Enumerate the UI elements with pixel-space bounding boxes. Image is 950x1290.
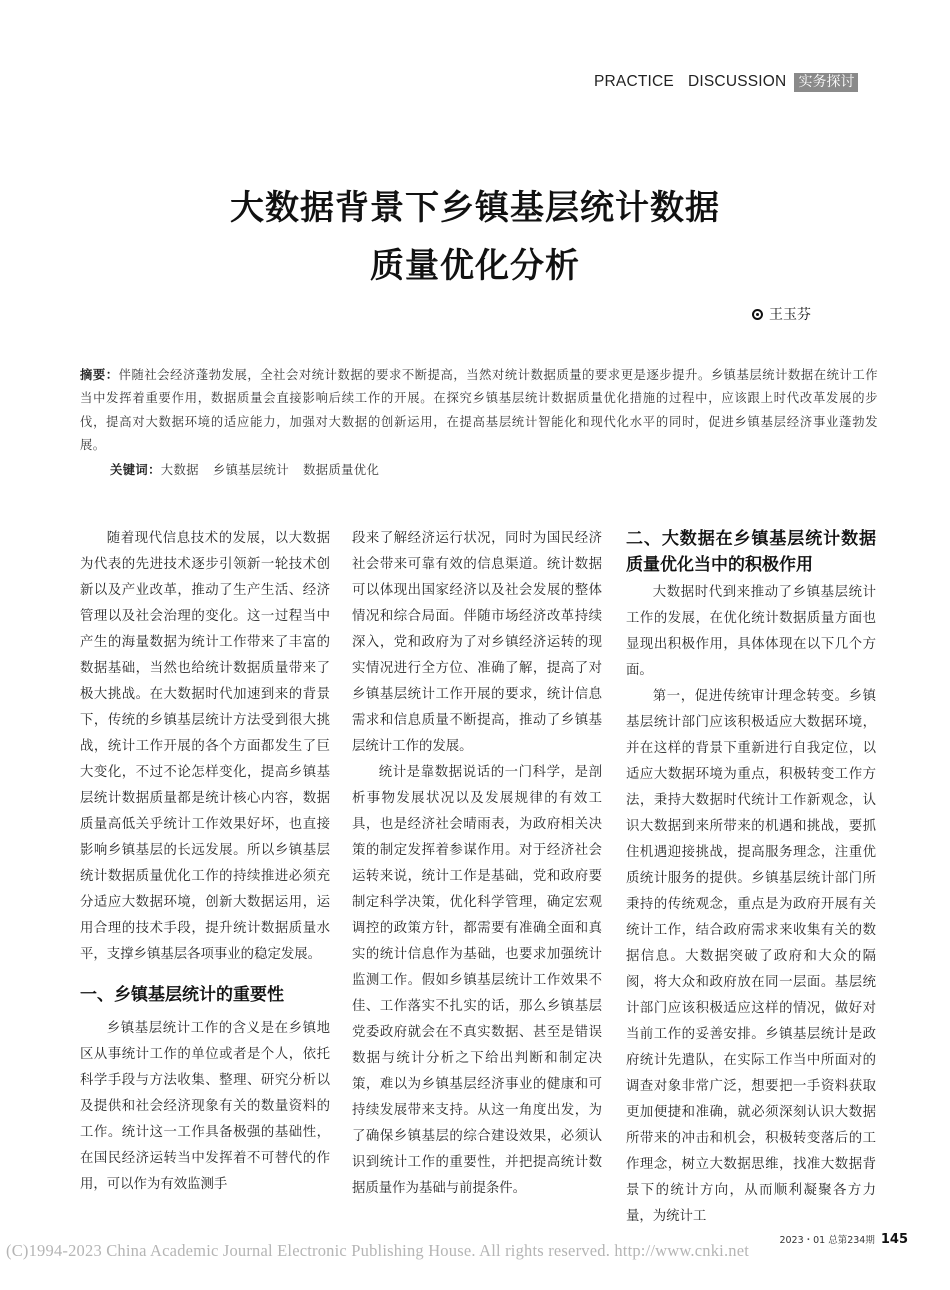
running-header — [594, 72, 880, 92]
paragraph: 大数据时代到来推动了乡镇基层统计工作的发展，在优化统计数据质量方面也显现出积极作用，具体体现在以下几个方面。 — [626, 585, 876, 678]
author-name: 王玉芬 — [769, 307, 811, 323]
body-column-3 — [626, 526, 876, 1230]
article-title-line2: 质量优化分析 — [370, 246, 580, 286]
abstract-label: 摘要： — [80, 368, 119, 382]
page-number: 145 — [880, 1232, 908, 1247]
header-word-discussion: DISCUSSION — [687, 73, 787, 90]
abstract — [80, 364, 878, 457]
running-header-english — [594, 73, 786, 91]
copyright-watermark: (C)1994-2023 China Academic Journal Electronic Publishing House. All rights reserved. http://www.cnki.net — [6, 1241, 750, 1260]
paragraph: 第一，促进传统审计理念转变。乡镇基层统计部门应该积极适应大数据环境，并在这样的背景下重新进行自我定位，以适应大数据环境为重点，积极转变工作方法，秉持大数据时代统计工作新观念，认识大数据到来所带来的机遇和挑战，要抓住机遇迎接挑战，提高服务理念，注重优质统计服务的提供。乡镇基层统计部门所秉持的传统观念，重点是为政府开展有关统计工作，结合政府需求来收集有关的数据信息。大数据突破了政府和大众的隔阂，将大众和政府放在同一层面。基层统计部门应该积极适应这样的情况，做好对当前工作的妥善安排。乡镇基层统计是政府统计先遣队，在实际工作当中所面对的调查对象非常广泛，想要把一手资料获取更加便捷和准确，就必须深刻认识大数据所带来的冲击和机会，积极转变落后的工作理念，树立大数据思维，找准大数据背景下的统计方向，从而顺利凝聚各方力量，为统计工 — [626, 689, 876, 1224]
body-column-2 — [352, 526, 602, 1202]
paragraph: 乡镇基层统计工作的含义是在乡镇地区从事统计工作的单位或者是个人，依托科学手段与方法收集、整理、研究分析以及提供和社会经济现象有关的数量资料的工作。统计这一工作具备极强的基础性，在国民经济运转当中发挥着不可替代的作用，可以作为有效监测手 — [80, 1021, 330, 1192]
keyword: 乡镇基层统计 — [212, 463, 290, 477]
author-line — [752, 304, 811, 324]
header-word-practice: PRACTICE — [594, 73, 674, 90]
paragraph: 随着现代信息技术的发展，以大数据为代表的先进技术逐步引领新一轮技术创新以及产业改革，推动了生产生活、经济管理以及社会治理的变化。这一过程当中产生的海量数据为统计工作带来了丰富的数据基础，当然也给统计数据质量带来了极大挑战。在大数据时代加速到来的背景下，传统的乡镇基层统计方法受到很大挑战，统计工作开展的各个方面都发生了巨大变化，不过不论怎样变化，提高乡镇基层统计数据质量都是统计核心内容，数据质量高低关乎统计工作效果好坏，也直接影响乡镇基层的长远发展。所以乡镇基层统计数据质量优化工作的持续推进必须充分适应大数据环境，创新大数据运用，运用合理的技术手段，提升统计数据质量水平，支撑乡镇基层各项事业的稳定发展。 — [80, 531, 330, 962]
issue-info: 2023・01 总第234期 — [779, 1235, 875, 1246]
body-column-1 — [80, 526, 330, 1198]
page-footer — [779, 1232, 908, 1247]
keywords-label: 关键词： — [110, 463, 161, 477]
paragraph: 段来了解经济运行状况，同时为国民经济社会带来可靠有效的信息渠道。统计数据可以体现出国家经济以及社会发展的整体情况和综合局面。伴随市场经济改革持续深入，党和政府为了对乡镇经济运转的现实情况进行全方位、准确了解，提高了对乡镇基层统计工作开展的要求，统计信息需求和信息质量不断提高，推动了乡镇基层统计工作的发展。 — [352, 531, 602, 754]
author-bullet-icon — [752, 309, 763, 320]
keywords — [110, 460, 379, 478]
section-heading-1: 一、乡镇基层统计的重要性 — [80, 985, 284, 1005]
keyword: 大数据 — [160, 463, 199, 477]
abstract-text: 伴随社会经济蓬勃发展，全社会对统计数据的要求不断提高，当然对统计数据质量的要求更是逐步提升。乡镇基层统计数据在统计工作当中发挥着重要作用，数据质量会直接影响后续工作的开展。在探究乡镇基层统计数据质量优化措施的过程中，应该跟上时代改革发展的步伐，提高对大数据环境的适应能力，加强对大数据的创新运用，在提高基层统计智能化和现代化水平的同时，促进乡镇基层经济事业蓬勃发展。 — [80, 368, 878, 452]
keyword: 数据质量优化 — [303, 463, 380, 477]
section-tag: 实务探讨 — [794, 73, 858, 92]
article-title-line1: 大数据背景下乡镇基层统计数据 — [230, 188, 720, 228]
paragraph: 统计是靠数据说话的一门科学，是剖析事物发展状况以及发展规律的有效工具，也是经济社会晴雨表，为政府相关决策的制定发挥着参谋作用。对于经济社会运转来说，统计工作是基础，党和政府要制定科学决策，优化科学管理，确定宏观调控的政策方针，都需要有准确全面和真实的统计信息作为基础，也要求加强统计监测工作。假如乡镇基层统计工作效果不佳、工作落实不扎实的话，那么乡镇基层党委政府就会在不真实数据、甚至是错误数据与统计分析之下给出判断和制定决策，难以为乡镇基层经济事业的健康和可持续发展带来支持。从这一角度出发，为了确保乡镇基层的综合建设效果，必须认识到统计工作的重要性，并把提高统计数据质量作为基础与前提条件。 — [352, 765, 602, 1196]
section-heading-2: 二、大数据在乡镇基层统计数据质量优化当中的积极作用 — [626, 529, 876, 575]
